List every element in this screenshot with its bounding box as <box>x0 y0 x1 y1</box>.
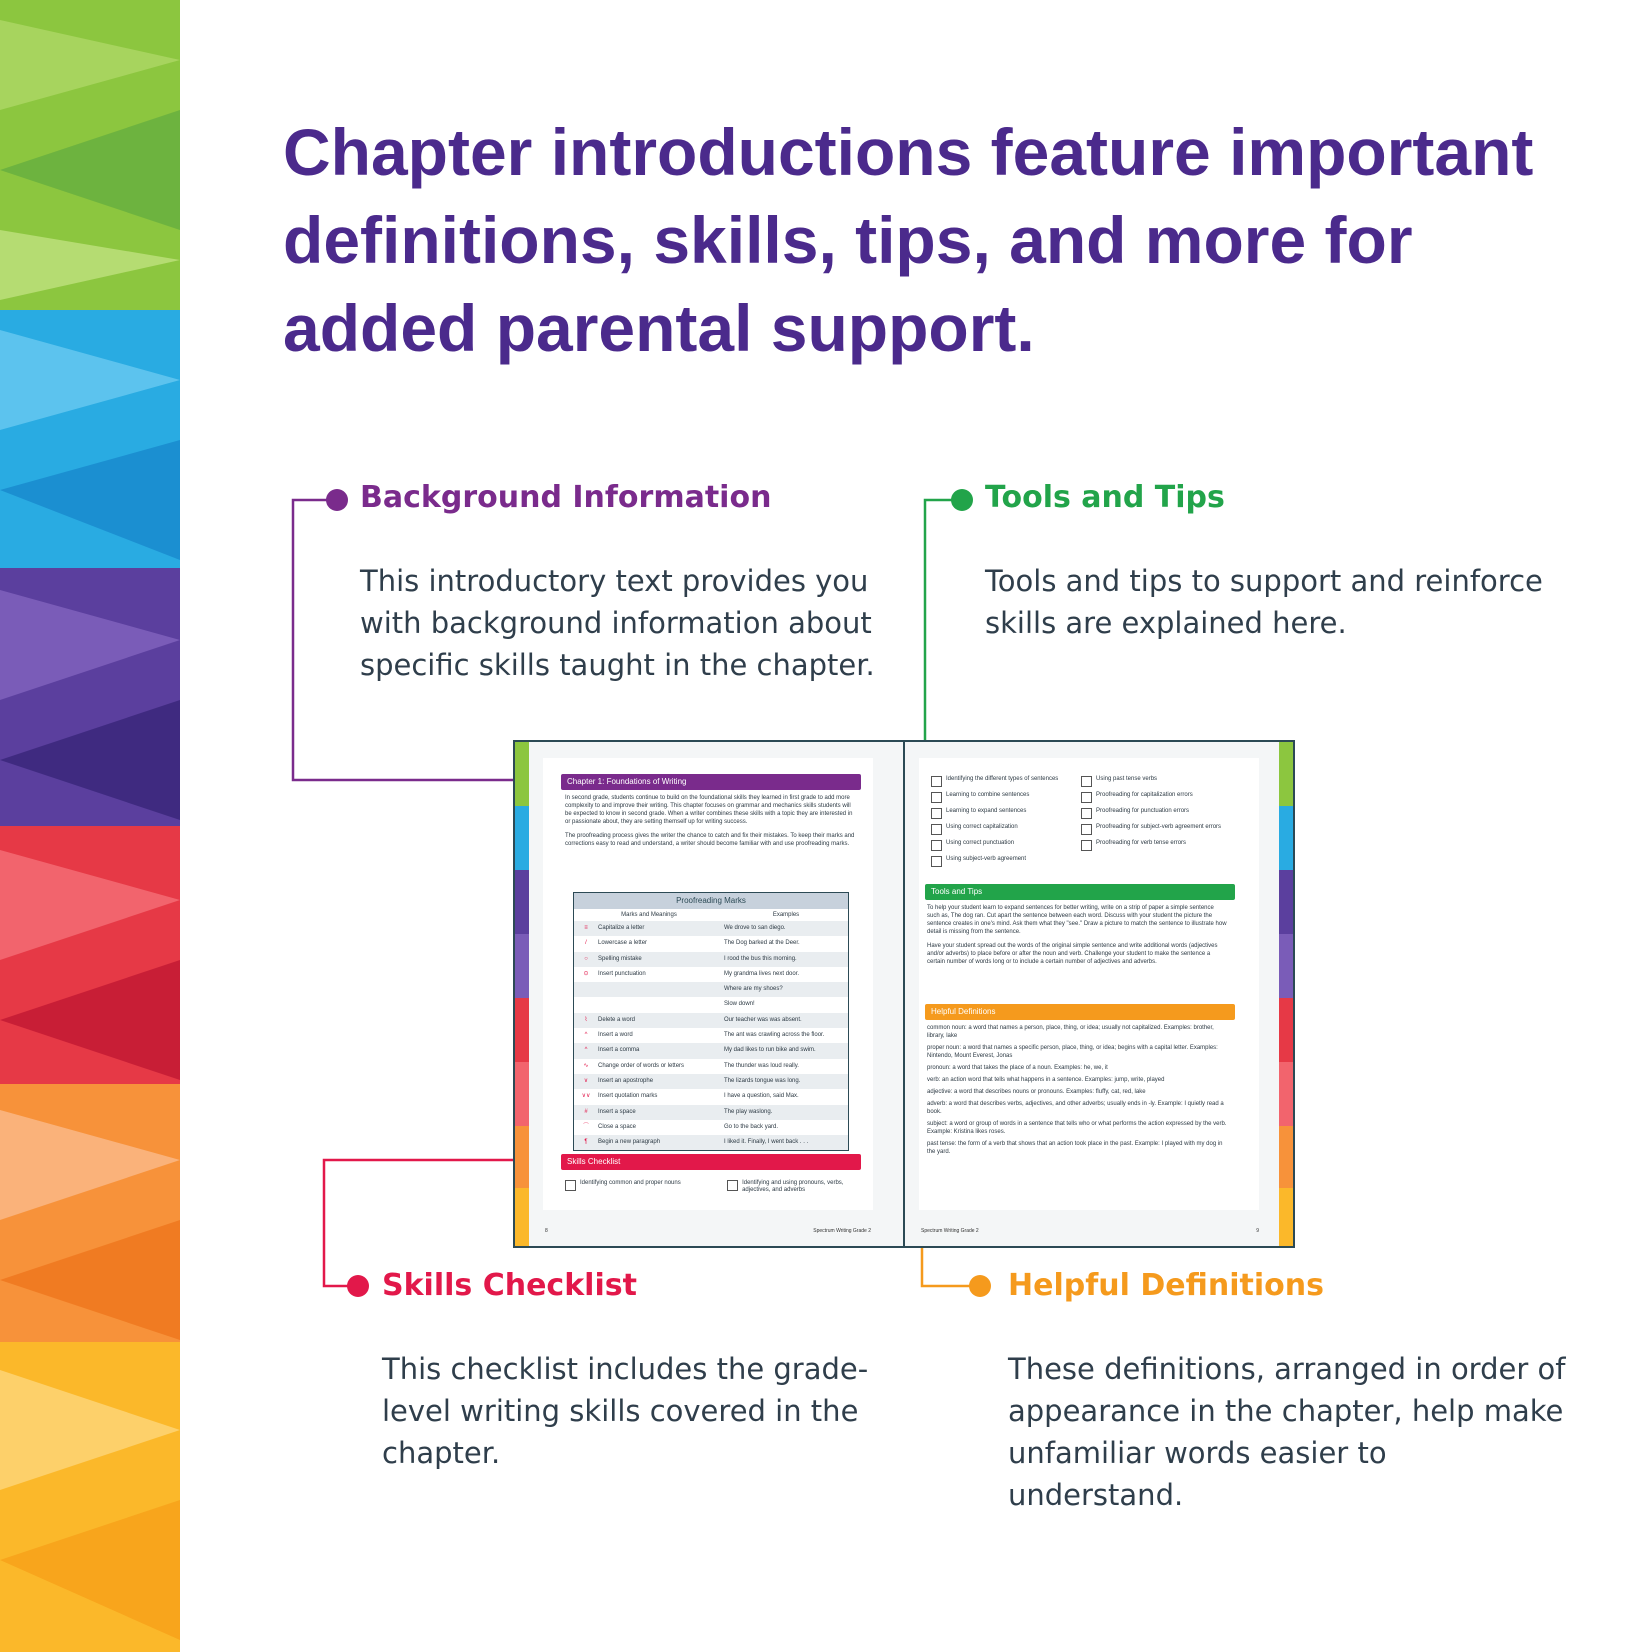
skill-checkbox-item <box>1081 808 1231 819</box>
definition-entry: verb: an action word that tells what happens in a sentence. Examples: jump, write, played <box>927 1077 1165 1083</box>
proofreading-mark-icon: # <box>584 1108 588 1115</box>
proofreading-example: The Dog barked at the Deer. <box>724 940 800 947</box>
proofreading-mark-icon: ○ <box>584 955 588 962</box>
right-page-number: 9 <box>1256 1228 1259 1234</box>
skills-checklist-text: This checklist includes the grade-level writing skills covered in the chapter. <box>382 1352 869 1470</box>
proofreading-table-row <box>574 1059 848 1074</box>
checkbox <box>1081 824 1092 835</box>
tools-dot-icon <box>951 489 973 511</box>
left-page-number: 8 <box>545 1228 548 1234</box>
proofreading-mark-meaning <box>598 982 724 997</box>
proofreading-table-row <box>574 1043 848 1058</box>
proofreading-example: Where are my shoes? <box>724 986 783 993</box>
left-page-footer: Spectrum Writing Grade 2 <box>813 1228 871 1234</box>
helpful-definitions-bar: Helpful Definitions <box>925 1004 1235 1020</box>
checkbox <box>1081 840 1092 851</box>
workbook-right-page <box>903 740 1295 1248</box>
definition-entry: past tense: the form of a verb that shows that an action took place in the past. Example: I played with my dog in the yard. <box>927 1141 1223 1155</box>
proofreading-mark-icon: ⊙ <box>583 970 589 977</box>
proofreading-table-row <box>574 997 848 1012</box>
open-workbook-illustration <box>513 740 1295 1248</box>
proofreading-mark-icon: ^ <box>584 1047 588 1054</box>
skill-checkbox-item <box>1081 840 1231 851</box>
proofreading-mark-icon: / <box>585 940 587 947</box>
skill-checkbox-item: Identifying and using pronouns, verbs, adjectives, and adverbs <box>727 1180 855 1194</box>
skill-checkbox-item <box>931 840 1081 851</box>
proofreading-mark-icon: ∿ <box>583 1062 589 1069</box>
proofreading-mark-icon: ∨ <box>583 1077 589 1084</box>
definition-entry: common noun: a word that names a person, place, thing, or idea; usually not capitalized. Examples: brother, library, lake <box>927 1025 1214 1039</box>
skill-checkbox-item <box>931 824 1081 835</box>
proofreading-mark-meaning: Delete a word <box>598 1016 636 1023</box>
right-page-color-edge <box>1279 742 1293 1246</box>
checkbox <box>931 856 942 867</box>
proofreading-example: The play waslong. <box>724 1108 773 1115</box>
skill-label: Learning to expand sentences <box>946 808 1027 814</box>
skill-label: Proofreading for subject-verb agreement errors <box>1096 824 1222 830</box>
proofreading-mark-icon: ⌇ <box>584 1016 588 1023</box>
checkbox <box>565 1180 576 1191</box>
proofreading-example: I liked it. Finally, I went back . . . <box>724 1139 809 1146</box>
proofreading-example: Slow down! <box>724 1001 755 1008</box>
proofreading-example: My grandma lives next door. <box>724 970 800 977</box>
proofreading-mark-meaning: Insert quotation marks <box>598 1093 658 1100</box>
proofreading-table-row <box>574 1074 848 1089</box>
proofreading-table-row <box>574 1105 848 1120</box>
proofreading-table-row <box>574 1028 848 1043</box>
tools-and-tips-bar: Tools and Tips <box>925 884 1235 900</box>
proofreading-example: The thunder was loud really. <box>724 1062 799 1069</box>
checkbox <box>727 1180 738 1191</box>
proofreading-mark-meaning: Insert a space <box>598 1108 636 1115</box>
proofreading-marks-table <box>573 892 849 1151</box>
proofreading-example: We drove to san diego. <box>724 925 786 931</box>
proofreading-table-row <box>574 982 848 997</box>
skill-checkbox-item <box>931 792 1081 803</box>
checkbox <box>931 792 942 803</box>
chapter-title-bar: Chapter 1: Foundations of Writing <box>561 774 861 790</box>
proofreading-mark-meaning <box>598 997 724 1012</box>
skill-label: Using correct capitalization <box>946 824 1018 830</box>
proofreading-example: Our teacher was was absent. <box>724 1016 802 1023</box>
definition-entry: proper noun: a word that names a specific person, place, thing, or idea; begins with a capital letter. Examples: Nintendo, Mount Everest, Jonas <box>927 1045 1218 1059</box>
proofreading-table-row <box>574 967 848 982</box>
skill-label: Using correct punctuation <box>946 840 1015 846</box>
right-page-footer: Spectrum Writing Grade 2 <box>921 1228 979 1234</box>
definition-entry: adverb: a word that describes verbs, adjectives, and other adverbs; usually ends in -ly. Example: I quietly read a book. <box>927 1101 1224 1115</box>
proofreading-table-row <box>574 1089 848 1104</box>
background-information-title: Background Information <box>360 480 772 515</box>
proofreading-mark-icon <box>574 982 598 997</box>
checkbox <box>931 840 942 851</box>
skill-label: Using subject-verb agreement <box>946 856 1027 862</box>
skill-checkbox-item: Identifying common and proper nouns <box>565 1180 683 1194</box>
skill-label: Proofreading for verb tense errors <box>1096 840 1187 846</box>
skill-checkbox-item <box>931 856 1081 867</box>
skills-checklist-title: Skills Checklist <box>382 1268 637 1303</box>
skill-label: Learning to combine sentences <box>946 792 1030 798</box>
page-headline: Chapter introductions feature important definitions, skills, tips, and more for added parental support. <box>283 115 1534 365</box>
proofreading-table-row <box>574 936 848 951</box>
helpful-definitions-text: These definitions, arranged in order of appearance in the chapter, help make unfamiliar words easier to understand. <box>1008 1352 1566 1512</box>
skill-label: Identifying the different types of sentences <box>946 776 1059 782</box>
proofreading-example: My dad likes to run bike and swim. <box>724 1047 816 1054</box>
proofreading-mark-meaning: Begin a new paragraph <box>598 1139 661 1146</box>
proofreading-example: The ant was crawling across the floor. <box>724 1032 825 1039</box>
proofreading-table-row <box>574 921 848 936</box>
tools-and-tips-page-text: To help your student learn to expand sentences for better writing, write on a strip of paper a simple sentence such as, The dog ran. Cut apart the sentence between each word. Discuss with your student the picture the sentence creates in one's mind. Ask them what they "see." Draw a picture to match the sentence to illustrate how detail is missing from the sentence. Have your student spread out the words of the original simple sentence and write additional words (adjectives and/or adverbs) to place before or after the noun and verb. Challenge your student to make the sentence a certain number of words long or to include a certain number of adjectives and adverbs. <box>927 905 1227 965</box>
tools-and-tips-title: Tools and Tips <box>985 480 1225 515</box>
proofreading-mark-meaning: Insert a comma <box>598 1047 640 1054</box>
checkbox <box>931 824 942 835</box>
skill-checkbox-item <box>1081 824 1231 835</box>
proofreading-mark-icon: ∨∨ <box>581 1093 591 1100</box>
skills-checklist-bar: Skills Checklist <box>561 1154 861 1170</box>
right-checklist-column-2 <box>1081 776 1231 851</box>
background-information-text: This introductory text provides you with background information about specific skills taught in the chapter. <box>360 564 875 682</box>
right-checklist-column-1 <box>931 776 1081 867</box>
definition-entry: pronoun: a word that takes the place of a noun. Examples: he, we, it <box>927 1065 1108 1071</box>
checkbox <box>931 808 942 819</box>
skill-checkbox-item <box>931 776 1081 787</box>
workbook-left-page <box>513 740 905 1248</box>
skill-checkbox-item <box>1081 792 1231 803</box>
proofreading-mark-meaning: Insert punctuation <box>598 970 646 977</box>
proofreading-mark-icon: ≡ <box>584 925 588 931</box>
checkbox <box>1081 808 1092 819</box>
left-page-color-edge <box>515 742 529 1246</box>
skill-label: Proofreading for capitalization errors <box>1096 792 1193 798</box>
proofreading-mark-meaning: Spelling mistake <box>598 955 642 962</box>
chapter-intro-text: In second grade, students continue to build on the foundational skills they learned in first grade to add more complexity to and improve their writing. This chapter focuses on grammar and mechanics skills students will be expected to know in second grade. When a writer combines these skills with a topic they are interested in or passionate about, they are setting themself up for writing success. The proofreading process gives the writer the chance to catch and fix their mistakes. To keep their marks and corrections easy to read and understand, a writer should become familiar with and use proofreading marks. <box>565 795 855 847</box>
skills-dot-icon <box>347 1275 369 1297</box>
proofreading-mark-meaning: Change order of words or letters <box>598 1062 685 1069</box>
proofreading-mark-icon: ⌒ <box>582 1123 589 1130</box>
proofreading-mark-meaning: Lowercase a letter <box>598 940 648 947</box>
proofreading-example: I have a question, said Max. <box>724 1093 799 1100</box>
definition-entry: subject: a word or group of words in a sentence that tells who or what performs the action expressed by the verb. Example: Kristina likes roses. <box>927 1121 1227 1135</box>
checkbox <box>1081 792 1092 803</box>
proofreading-mark-meaning: Insert a word <box>598 1032 633 1039</box>
proofreading-table-row <box>574 952 848 967</box>
checkbox <box>1081 776 1092 787</box>
proofreading-mark-meaning: Insert an apostrophe <box>598 1077 654 1084</box>
definition-entry: adjective: a word that describes nouns or pronouns. Examples: fluffy, cat, red, lake <box>927 1089 1146 1095</box>
definitions-dot-icon <box>969 1275 991 1297</box>
skills-checklist-items <box>565 1180 855 1194</box>
proofreading-mark-icon: ^ <box>584 1032 588 1039</box>
background-dot-icon <box>326 489 348 511</box>
proofreading-example: Go to the back yard. <box>724 1123 779 1130</box>
proofreading-table-header: Marks and Meanings Examples <box>574 909 848 921</box>
proofreading-table-row <box>574 1120 848 1135</box>
definitions-list <box>927 1024 1227 1160</box>
skill-checkbox-item <box>931 808 1081 819</box>
proofreading-example: The lizards tongue was long. <box>724 1077 801 1084</box>
skill-label: Using past tense verbs <box>1096 776 1158 782</box>
proofreading-table-row <box>574 1013 848 1028</box>
proofreading-mark-icon: ¶ <box>584 1139 588 1146</box>
helpful-definitions-title: Helpful Definitions <box>1008 1268 1324 1303</box>
proofreading-mark-meaning: Capitalize a letter <box>598 925 645 931</box>
proofreading-mark-meaning: Close a space <box>598 1123 637 1130</box>
checkbox <box>931 776 942 787</box>
proofreading-mark-icon <box>574 997 598 1012</box>
proofreading-table-title: Proofreading Marks <box>574 893 848 909</box>
tools-and-tips-text: Tools and tips to support and reinforce skills are explained here. <box>985 564 1543 640</box>
skill-checkbox-item <box>1081 776 1231 787</box>
skill-label: Proofreading for punctuation errors <box>1096 808 1190 814</box>
proofreading-table-row <box>574 1135 848 1150</box>
proofreading-example: I rood the bus this morning. <box>724 955 797 962</box>
